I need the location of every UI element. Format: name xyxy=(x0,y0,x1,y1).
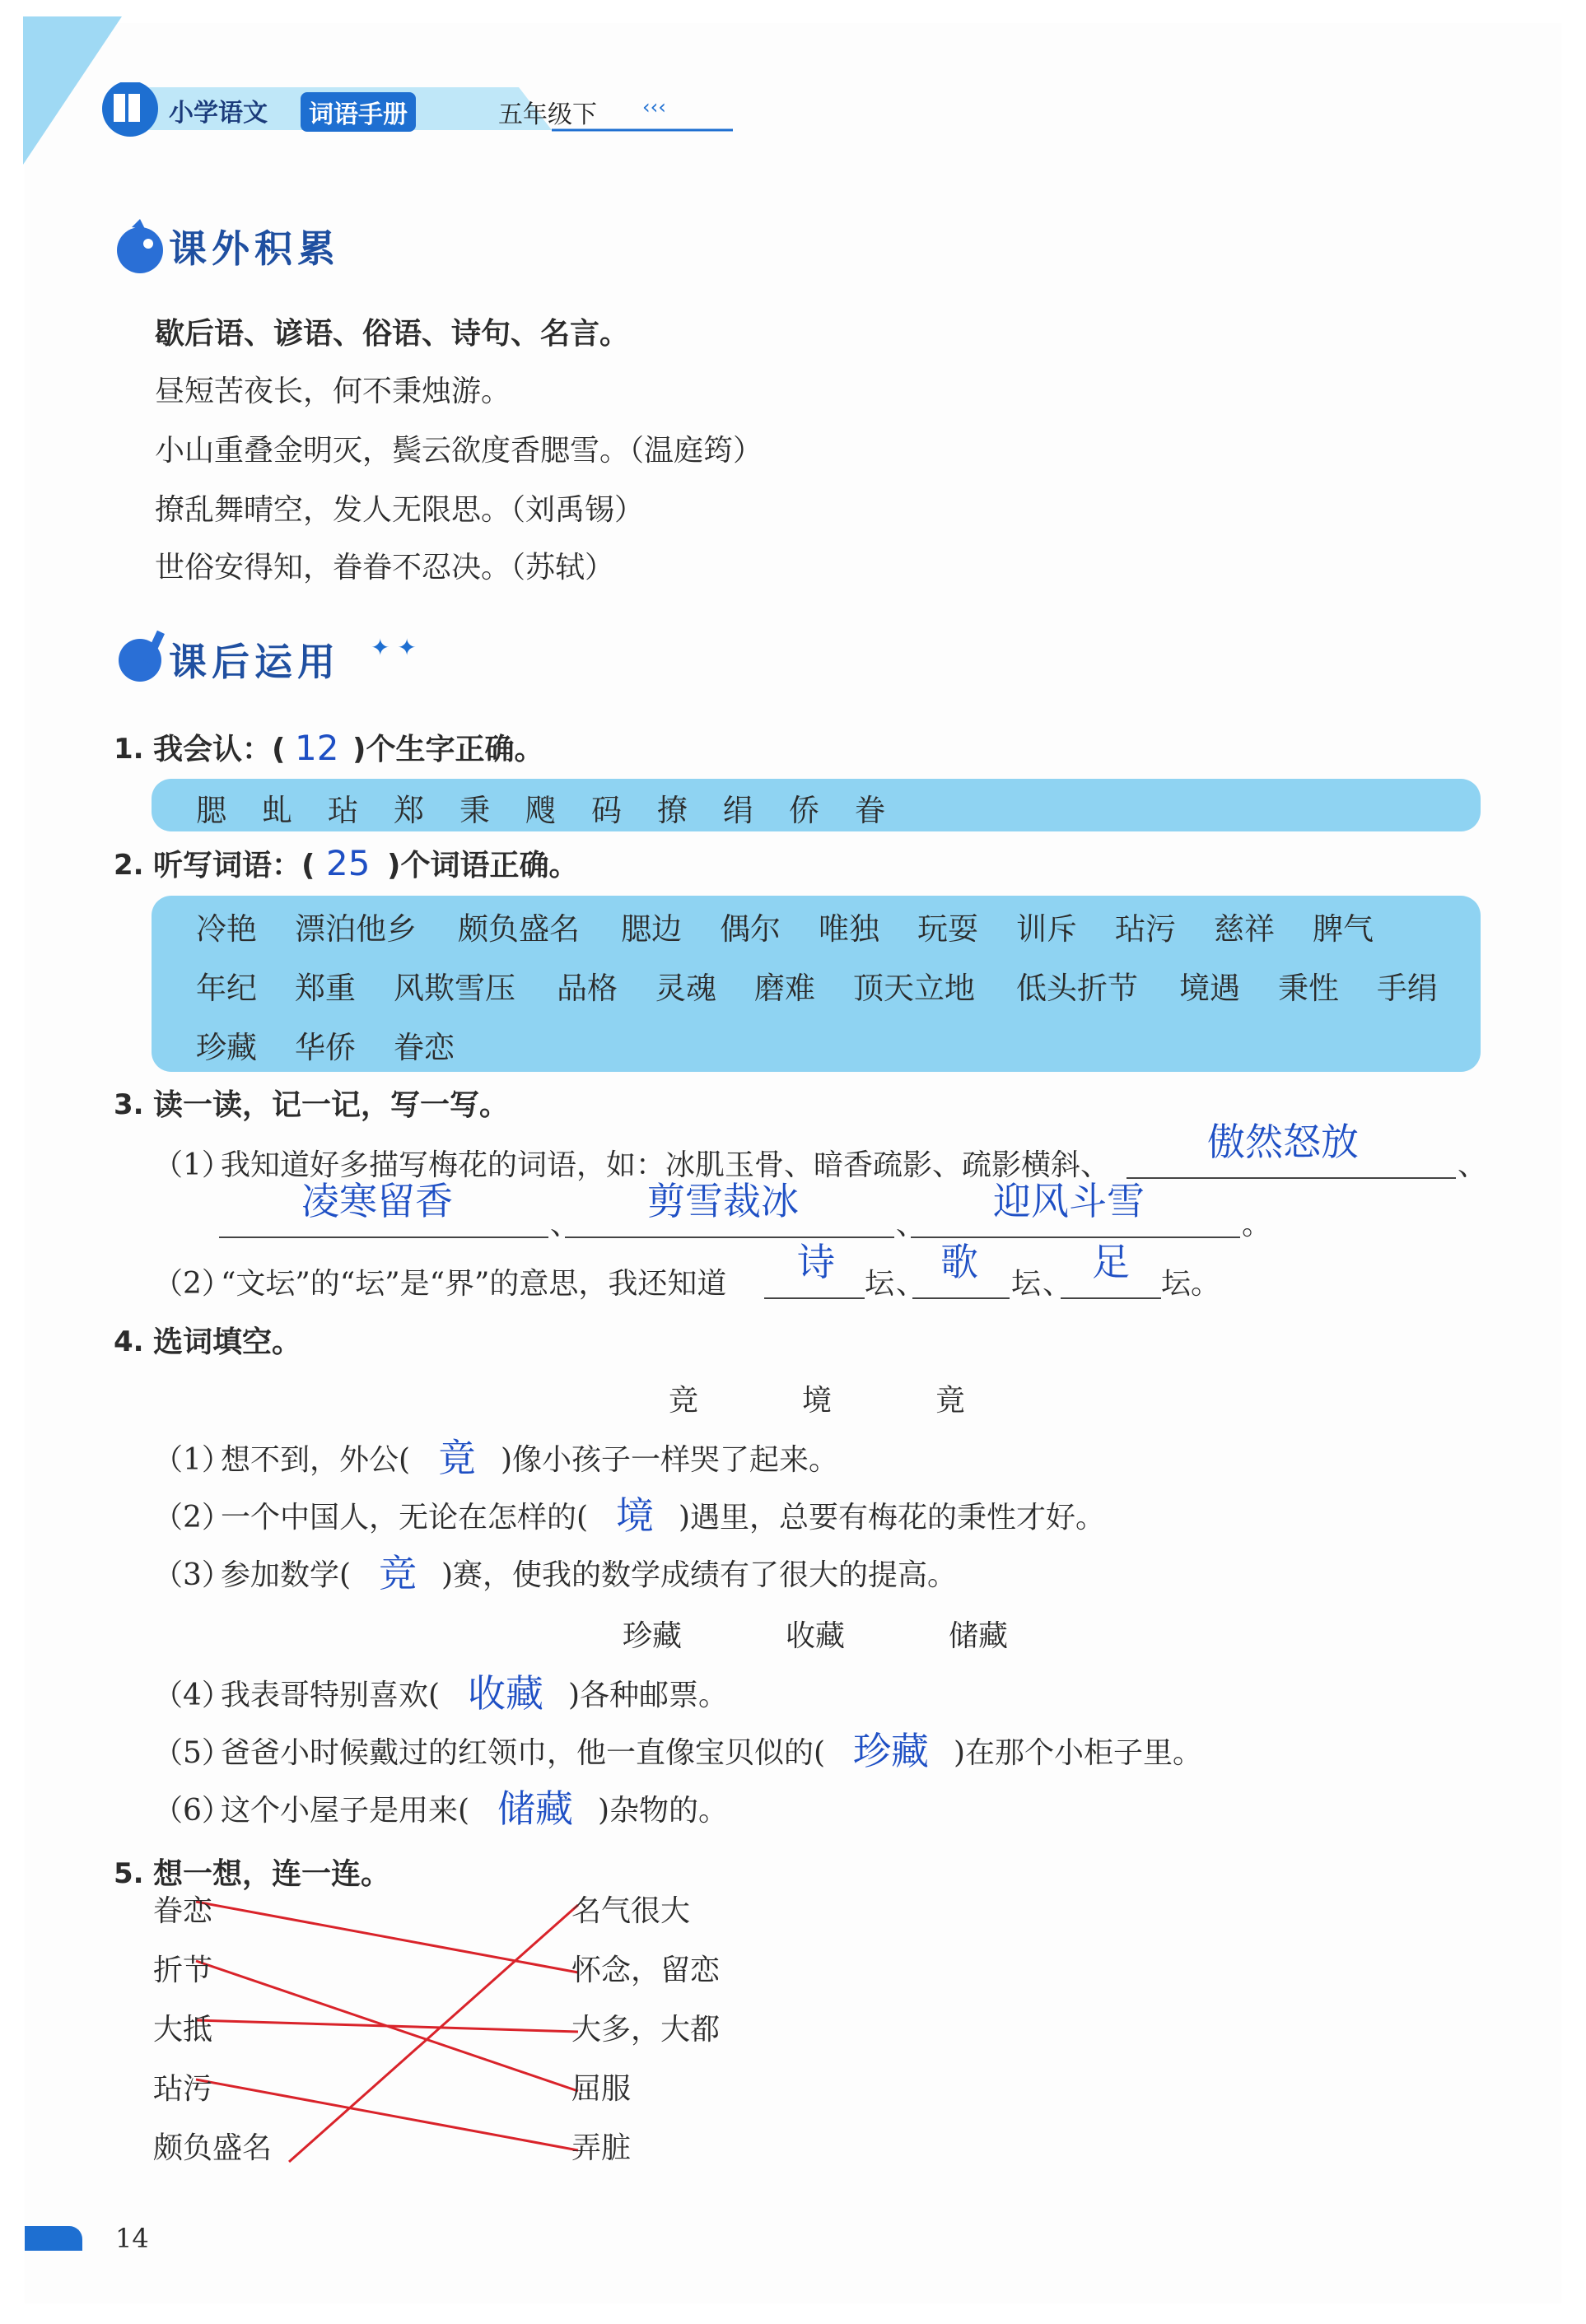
extra-line-4: 世俗安得知，眷眷不忍决。（苏轼） xyxy=(155,551,615,584)
q1-number: 1. xyxy=(114,733,144,766)
q3-answer-1: 傲然怒放 xyxy=(1207,1120,1359,1164)
q2-prompt-a: 听写词语：( xyxy=(153,849,315,883)
q2-word: 品格 xyxy=(557,971,618,1006)
q4-number: 4. xyxy=(114,1325,144,1358)
q5-match-line xyxy=(196,1902,578,1972)
q1-char: 侨 xyxy=(789,793,819,828)
q4-item-before: 参加数学( xyxy=(221,1558,352,1592)
q3-answer-3: 剪雪裁冰 xyxy=(647,1179,799,1223)
header-grade: 五年级下 xyxy=(498,100,597,129)
q5-right-term: 屈服 xyxy=(571,2072,632,2106)
q4-item-label: （2） xyxy=(153,1501,231,1535)
q3-blank-3 xyxy=(565,1235,894,1238)
star-icon: ✦ ✦ xyxy=(371,634,417,661)
q3-answer-4: 迎风斗雪 xyxy=(993,1179,1145,1223)
extra-line-1: 昼短苦夜长，何不秉烛游。 xyxy=(155,375,511,408)
section-extra-title: 课外积累 xyxy=(169,226,340,271)
q3-p2-sep-1: 、 xyxy=(896,1267,926,1301)
q2-word: 秉性 xyxy=(1278,971,1339,1006)
q3-p2-suffix-1: 坛 xyxy=(865,1267,895,1301)
q3-p1-text: 我知道好多描写梅花的词语，如：冰肌玉骨、暗香疏影、疏影横斜、 xyxy=(221,1148,1111,1182)
q5-left-term: 折节 xyxy=(153,1954,213,1987)
q1-char: 郑 xyxy=(394,793,424,828)
q4-item-label: （1） xyxy=(153,1443,231,1477)
q3-number: 3. xyxy=(114,1088,144,1121)
q4-item-after: )杂物的。 xyxy=(598,1794,729,1828)
q3-p2-text: “文坛”的“坛”是“界”的意思，我还知道 xyxy=(221,1267,727,1301)
q4-item-after: )在那个小柜子里。 xyxy=(954,1736,1203,1770)
q3-p2-label: （2） xyxy=(153,1267,231,1301)
q1-char: 绢 xyxy=(723,793,753,828)
q4-option-a3: 竟 xyxy=(935,1384,966,1418)
q1-prompt-a: 我会认：( xyxy=(153,733,286,766)
q3-p1-label: （1） xyxy=(153,1148,231,1182)
q4-option-a1: 竞 xyxy=(669,1384,699,1418)
q2-word: 玷污 xyxy=(1115,911,1176,947)
q2-word: 颇负盛名 xyxy=(458,911,580,947)
q4-item-label: （5） xyxy=(153,1736,231,1770)
q3-p2-sep-2: 、 xyxy=(1043,1267,1073,1301)
q1-char: 秉 xyxy=(459,793,490,828)
section-practice-title: 课后运用 xyxy=(169,640,340,684)
q3-p2-answer-3: 足 xyxy=(1092,1240,1130,1284)
q5-right-term: 名气很大 xyxy=(571,1894,691,1928)
q3-sep-2: 、 xyxy=(550,1208,581,1241)
q5-left-term: 颇负盛名 xyxy=(153,2131,273,2165)
q2-word: 唯独 xyxy=(819,911,879,947)
q4-prompt: 选词填空。 xyxy=(153,1325,302,1359)
q3-sep-1: 、 xyxy=(1458,1148,1488,1182)
q2-word: 玩耍 xyxy=(917,911,978,947)
q5-left-term: 玷污 xyxy=(153,2072,213,2106)
q2-number: 2. xyxy=(114,849,144,882)
q2-word: 手绢 xyxy=(1377,971,1438,1006)
q2-word: 冷艳 xyxy=(196,911,257,947)
q5-right-term: 怀念，留恋 xyxy=(571,1954,721,1987)
q2-word: 慈祥 xyxy=(1214,911,1275,947)
q4-item-after: )赛，使我的数学成绩有了很大的提高。 xyxy=(441,1558,958,1592)
q4-item-answer: 珍藏 xyxy=(853,1729,929,1773)
q4-item-answer: 储藏 xyxy=(497,1786,573,1831)
q2-word: 脾气 xyxy=(1313,911,1374,947)
q2-word: 华侨 xyxy=(295,1030,356,1065)
q5-number: 5. xyxy=(114,1857,144,1890)
extra-line-2: 小山重叠金明灭，鬓云欲度香腮雪。（温庭筠） xyxy=(155,434,763,468)
q2-word: 风欺雪压 xyxy=(394,971,515,1006)
q5-match-line xyxy=(196,2020,578,2032)
q2-word: 郑重 xyxy=(295,971,356,1006)
q4-item-answer: 收藏 xyxy=(468,1671,543,1716)
pencil-mascot-icon xyxy=(107,627,173,693)
q1-char: 腮 xyxy=(196,793,226,828)
q3-p2-answer-1: 诗 xyxy=(797,1240,835,1284)
q4-item-before: 我表哥特别喜欢( xyxy=(221,1679,441,1712)
section-extra-intro: 歇后语、谚语、俗语、诗句、名言。 xyxy=(155,317,630,351)
q4-item-after: )各种邮票。 xyxy=(568,1679,729,1712)
q5-right-term: 弄脏 xyxy=(571,2131,632,2165)
q5-left-term: 大抵 xyxy=(153,2013,213,2047)
q3-blank-2 xyxy=(219,1235,548,1238)
q4-option-b1: 珍藏 xyxy=(623,1619,683,1653)
q2-word: 年纪 xyxy=(196,971,257,1006)
header-arrows-icon: ‹‹‹ xyxy=(642,95,666,119)
page-number: 14 xyxy=(115,2223,149,2254)
q3-prompt: 读一读，记一记，写一写。 xyxy=(153,1088,510,1122)
q1-char: 虬 xyxy=(262,793,292,828)
q5-right-term: 大多，大都 xyxy=(571,2013,721,2047)
bird-mascot-icon xyxy=(107,216,173,282)
q2-word: 漂泊他乡 xyxy=(295,911,417,947)
q4-option-a2: 境 xyxy=(802,1384,833,1418)
q2-word: 顶天立地 xyxy=(853,971,975,1006)
q3-answer-2: 凌寒留香 xyxy=(301,1179,453,1223)
q5-matching-area xyxy=(153,1893,779,2206)
q4-item-answer: 境 xyxy=(616,1493,654,1538)
q1-char: 玷 xyxy=(328,793,358,828)
q4-option-b3: 储藏 xyxy=(949,1619,1009,1653)
q3-blank-4 xyxy=(911,1235,1240,1238)
q5-prompt: 想一想，连一连。 xyxy=(153,1857,391,1891)
q4-item-answer: 竟 xyxy=(438,1436,476,1480)
q2-word: 腮边 xyxy=(621,911,682,947)
q4-item-before: 这个小屋子是用来( xyxy=(221,1794,470,1828)
q2-word: 眷恋 xyxy=(394,1030,455,1065)
q3-p2-period: 。 xyxy=(1191,1267,1221,1301)
q4-option-b2: 收藏 xyxy=(786,1619,846,1653)
footer-tab xyxy=(25,2226,82,2251)
q3-blank-1 xyxy=(1127,1176,1456,1179)
q2-word: 境遇 xyxy=(1179,971,1240,1006)
q1-char: 眷 xyxy=(855,793,885,828)
q3-period: 。 xyxy=(1242,1208,1272,1241)
q4-item-label: （4） xyxy=(153,1679,231,1712)
q4-item-before: 爸爸小时候戴过的红领巾，他一直像宝贝似的( xyxy=(221,1736,826,1770)
q3-p2-suffix-2: 坛 xyxy=(1011,1267,1042,1301)
q3-p2-suffix-3: 坛 xyxy=(1161,1267,1192,1301)
header-title-right: 词语手册 xyxy=(301,92,416,132)
q4-item-answer: 竞 xyxy=(379,1551,417,1595)
q2-word: 磨难 xyxy=(754,971,815,1006)
q3-p2-blank-1 xyxy=(764,1296,865,1299)
q3-p2-answer-2: 歌 xyxy=(940,1240,978,1284)
q2-word: 灵魂 xyxy=(655,971,716,1006)
q2-word: 低头折节 xyxy=(1016,971,1138,1006)
q4-item-after: )像小孩子一样哭了起来。 xyxy=(501,1443,839,1477)
q1-char: 撩 xyxy=(657,793,688,828)
q2-word: 珍藏 xyxy=(196,1030,257,1065)
q2-answer: 25 xyxy=(326,843,371,883)
q3-p2-blank-2 xyxy=(912,1296,1010,1299)
extra-line-3: 撩乱舞晴空，发人无限思。（刘禹锡） xyxy=(155,493,645,527)
q4-item-before: 想不到，外公( xyxy=(221,1443,411,1477)
q4-item-label: （3） xyxy=(153,1558,231,1592)
q2-word: 偶尔 xyxy=(720,911,781,947)
q2-word: 训斥 xyxy=(1016,911,1077,947)
q1-char: 码 xyxy=(591,793,622,828)
q1-char: 飕 xyxy=(525,793,556,828)
q2-prompt-b: )个词语正确。 xyxy=(387,849,579,883)
q1-prompt-b: )个生字正确。 xyxy=(352,733,544,766)
q1-answer: 12 xyxy=(295,728,339,768)
q4-item-after: )遇里，总要有梅花的秉性才好。 xyxy=(679,1501,1106,1535)
q3-p2-blank-3 xyxy=(1061,1296,1161,1299)
q4-item-label: （6） xyxy=(153,1794,231,1828)
header-title-left: 小学语文 xyxy=(169,99,268,128)
q3-sep-3: 、 xyxy=(896,1208,926,1241)
q4-item-before: 一个中国人，无论在怎样的( xyxy=(221,1501,589,1535)
q5-left-term: 眷恋 xyxy=(153,1894,213,1928)
